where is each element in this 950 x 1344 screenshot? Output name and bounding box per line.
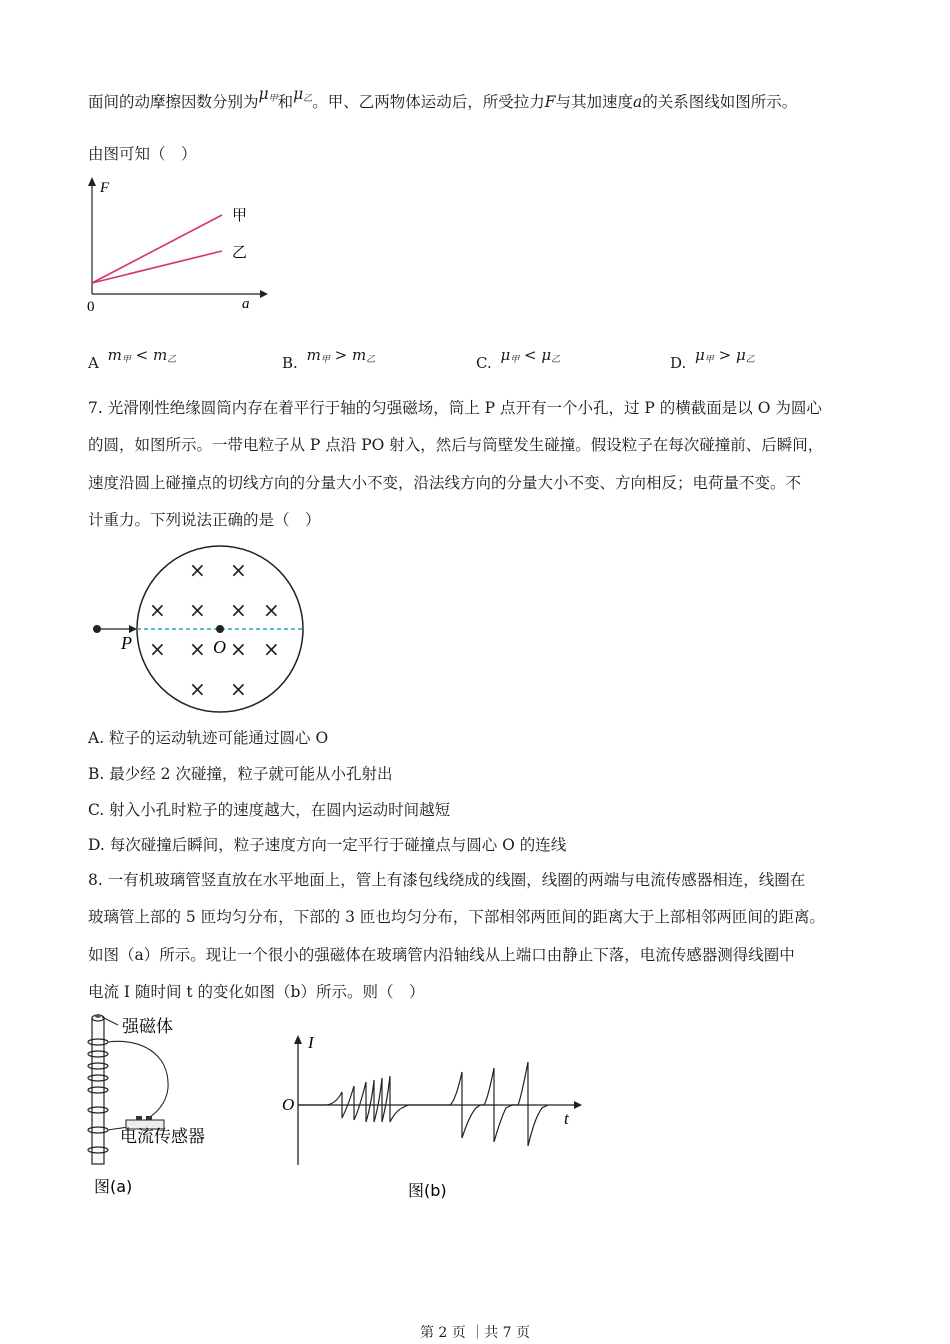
- field-mark: ×: [230, 677, 247, 701]
- wire-top: [108, 1041, 168, 1123]
- q7-line-2: 的圆，如图所示。一带电粒子从 P 点沿 PO 射入，然后与筒壁发生碰撞。假设粒子在每次碰撞前、后瞬间，: [88, 436, 824, 454]
- field-mark: ×: [230, 598, 247, 622]
- sensor-terminal: [136, 1116, 142, 1120]
- page-footer: 第 2 页 ｜共 7 页: [419, 1325, 531, 1341]
- q7-option-d[interactable]: D. 每次碰撞后瞬间，粒子速度方向一定平行于碰撞点与圆心 O 的连线: [88, 836, 567, 854]
- q7-line-4: 计重力。下列说法正确的是（ ）: [88, 511, 321, 529]
- current-curve: [298, 1062, 548, 1146]
- q6-line-2: 由图可知（ ）: [88, 145, 197, 163]
- figure-a-tube-coil: [80, 1008, 245, 1208]
- x-axis-arrow: [260, 290, 268, 298]
- field-mark: ×: [189, 598, 206, 622]
- sensor-label: 电流传感器: [120, 1127, 205, 1147]
- y-axis-label: F: [100, 180, 110, 196]
- field-mark: ×: [189, 677, 206, 701]
- field-mark: ×: [189, 637, 206, 661]
- line-jia: [92, 215, 222, 283]
- i-axis-arrow: [294, 1035, 302, 1044]
- q6-option-c[interactable]: C. $\mu_甲 < \mu_乙$: [476, 346, 561, 372]
- label-jia: 甲: [232, 206, 248, 224]
- q7-option-a[interactable]: A. 粒子的运动轨迹可能通过圆心 O: [88, 729, 329, 747]
- line-yi: [92, 251, 222, 283]
- field-mark: ×: [230, 558, 247, 582]
- x-axis-label: a: [242, 296, 250, 312]
- field-mark: ×: [263, 637, 280, 661]
- caption-a: 图(a): [94, 1177, 133, 1196]
- field-mark: ×: [189, 558, 206, 582]
- point-p-label: P: [121, 633, 132, 653]
- magnet-label: 强磁体: [122, 1017, 173, 1037]
- field-mark: ×: [149, 637, 166, 661]
- q6-option-a[interactable]: A $m_甲 < m_乙$: [88, 346, 177, 372]
- caption-b: 图(b): [408, 1181, 447, 1200]
- t-label: t: [564, 1109, 569, 1128]
- center-point: [216, 625, 224, 633]
- cylinder-figure: [85, 545, 315, 720]
- field-mark: ×: [230, 637, 247, 661]
- mu-yi: $\mu_乙$: [293, 85, 313, 104]
- q8-line-1: 8. 一有机玻璃管竖直放在水平地面上，管上有漆包线绕成的线圈，线圈的两端与电流传感器相连，线圈在: [88, 871, 806, 889]
- velocity-arrowhead: [129, 625, 137, 633]
- magnet: [95, 1014, 101, 1018]
- q6-text-a: 面间的动摩擦因数分别为: [88, 93, 259, 111]
- figure-b-current-graph: [280, 1030, 590, 1205]
- q8-line-4: 电流 I 随时间 t 的变化如图（b）所示。则（ ）: [88, 983, 425, 1001]
- f-a-graph: [80, 172, 270, 317]
- q6-option-d[interactable]: D. $\mu_甲 > \mu_乙$: [670, 346, 755, 372]
- q7-option-c[interactable]: C. 射入小孔时粒子的速度越大，在圆内运动时间越短: [88, 801, 451, 819]
- q7-line-3: 速度沿圆上碰撞点的切线方向的分量大小不变，沿法线方向的分量大小不变、方向相反；电荷量不变。不: [88, 474, 802, 492]
- field-mark: ×: [263, 598, 280, 622]
- y-axis-arrow: [88, 177, 96, 186]
- mu-jia: $\mu_甲$: [258, 85, 278, 104]
- field-mark: ×: [149, 598, 166, 622]
- q7-option-b[interactable]: B. 最少经 2 次碰撞，粒子就可能从小孔射出: [88, 765, 393, 783]
- point-o-label: O: [213, 637, 226, 657]
- origin-label: 0: [87, 299, 95, 315]
- i-label: I: [308, 1033, 314, 1052]
- label-yi: 乙: [232, 243, 248, 261]
- origin-label: O: [282, 1095, 295, 1114]
- q7-line-1: 7. 光滑刚性绝缘圆筒内存在着平行于轴的匀强磁场，筒上 P 点开有一个小孔，过 P 的横截面是以 O 为圆心: [88, 399, 822, 417]
- q8-line-3: 如图（a）所示。现让一个很小的强磁体在玻璃管内沿轴线从上端口由静止下落，电流传感器测得线圈中: [88, 946, 795, 964]
- q8-line-2: 玻璃管上部的 5 匝均匀分布，下部的 3 匝也均匀分布，下部相邻两匝间的距离大于上部相邻两匝间的距离。: [88, 908, 825, 926]
- q6-option-b[interactable]: B. $m_甲 > m_乙$: [282, 346, 376, 372]
- q6-line-1: 面间的动摩擦因数分别为$\mu_甲$和$\mu_乙$。甲、乙两物体运动后，所受拉力F与其加速度a的关系图线如图所示。: [88, 85, 798, 111]
- t-axis-arrow: [574, 1101, 582, 1109]
- glass-tube: [92, 1018, 104, 1164]
- sensor-terminal: [146, 1116, 152, 1120]
